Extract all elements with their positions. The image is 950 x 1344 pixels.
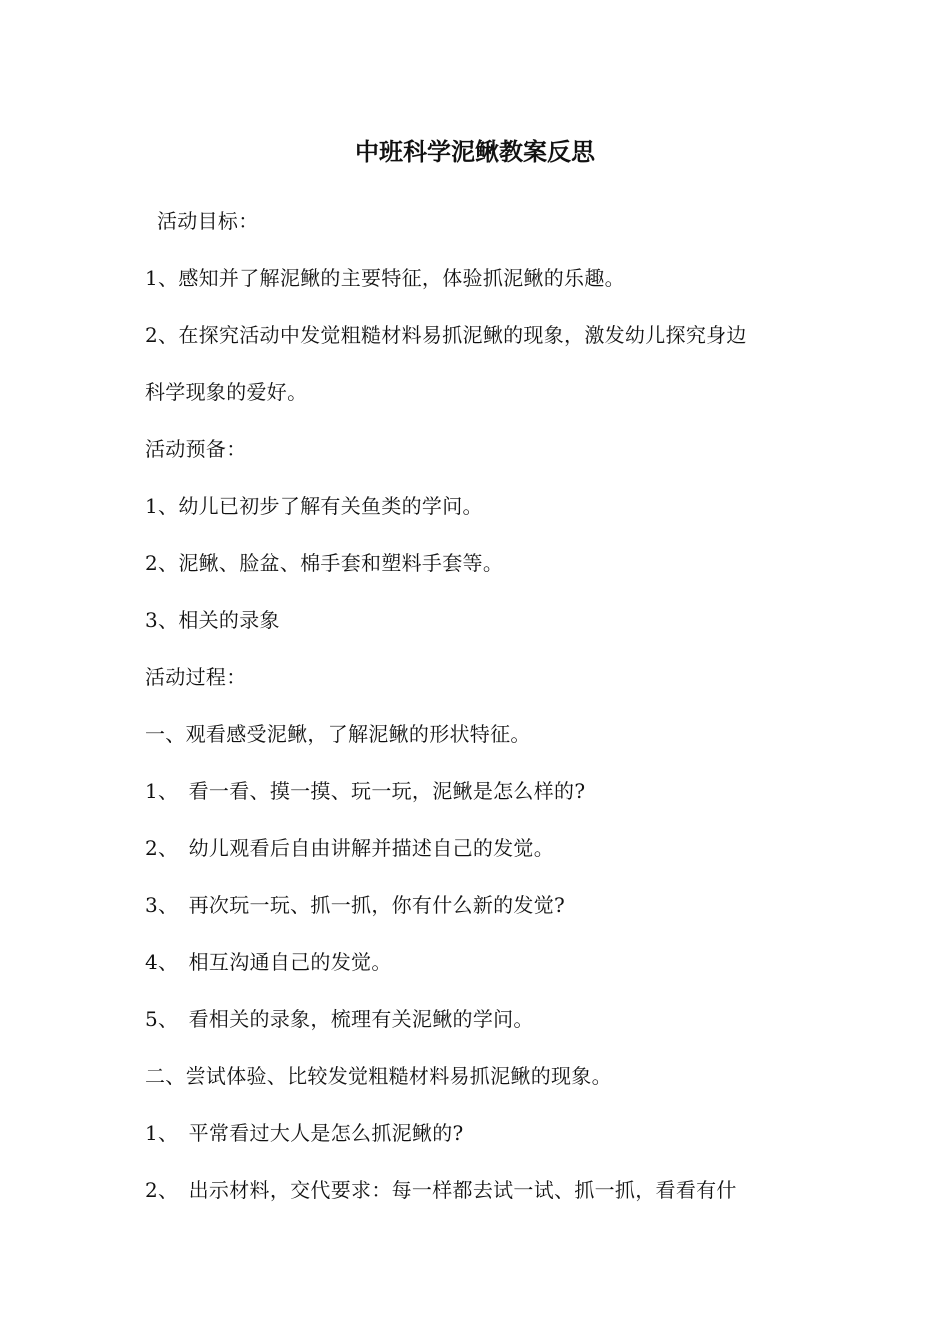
goal-item-2: 2、在探究活动中发觉粗糙材料易抓泥鳅的现象，激发幼儿探究身边 bbox=[145, 323, 747, 347]
process-part-1-step-2: 2、 幼儿观看后自由讲解并描述自己的发觉。 bbox=[145, 836, 555, 860]
process-part-1-heading: 一、观看感受泥鳅，了解泥鳅的形状特征。 bbox=[145, 722, 531, 746]
process-part-2-step-1: 1、 平常看过大人是怎么抓泥鳅的? bbox=[145, 1121, 464, 1145]
goal-item-2-continued: 科学现象的爱好。 bbox=[145, 380, 308, 404]
preparation-item-3: 3、相关的录象 bbox=[145, 608, 280, 632]
preparation-item-1: 1、幼儿已初步了解有关鱼类的学问。 bbox=[145, 494, 483, 518]
section-heading-goals: 活动目标： bbox=[157, 209, 259, 233]
document-title: 中班科学泥鳅教案反思 bbox=[355, 137, 595, 166]
process-part-1-step-4: 4、 相互沟通自己的发觉。 bbox=[145, 950, 392, 974]
process-part-2-heading: 二、尝试体验、比较发觉粗糙材料易抓泥鳅的现象。 bbox=[145, 1064, 612, 1088]
process-part-1-step-5: 5、 看相关的录象，梳理有关泥鳅的学问。 bbox=[145, 1007, 534, 1031]
section-heading-preparation: 活动预备： bbox=[145, 437, 247, 461]
process-part-2-step-2: 2、 出示材料，交代要求：每一样都去试一试、抓一抓，看看有什 bbox=[145, 1178, 737, 1202]
section-heading-process: 活动过程： bbox=[145, 665, 247, 689]
preparation-item-2: 2、泥鳅、脸盆、棉手套和塑料手套等。 bbox=[145, 551, 504, 575]
process-part-1-step-1: 1、 看一看、摸一摸、玩一玩，泥鳅是怎么样的? bbox=[145, 779, 586, 803]
goal-item-1: 1、感知并了解泥鳅的主要特征，体验抓泥鳅的乐趣。 bbox=[145, 266, 625, 290]
process-part-1-step-3: 3、 再次玩一玩、抓一抓，你有什么新的发觉? bbox=[145, 893, 566, 917]
